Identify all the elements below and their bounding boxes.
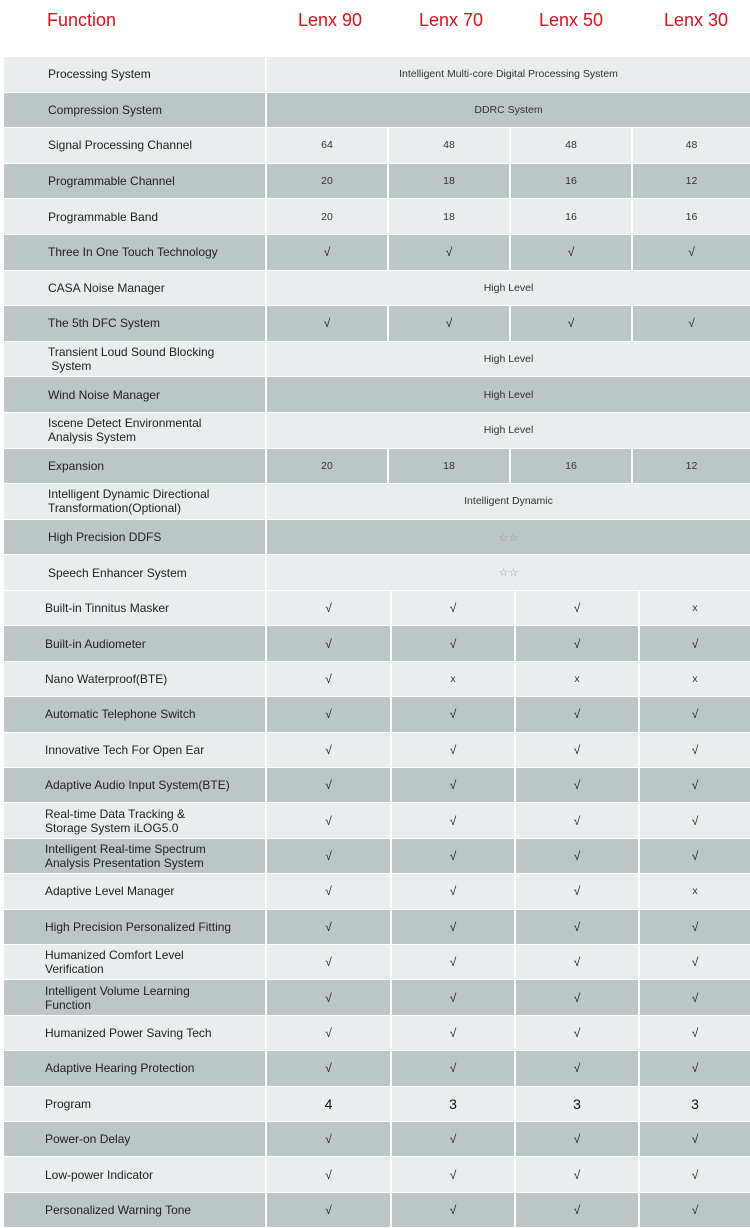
value-cell: 3 (638, 1087, 750, 1121)
check-mark: √ (638, 803, 750, 837)
check-mark: √ (638, 1016, 750, 1050)
check-mark: √ (514, 733, 638, 767)
spanning-value: High Level (265, 413, 750, 448)
row-label: High Precision Personalized Fitting (45, 919, 232, 934)
check-mark: √ (390, 697, 514, 731)
check-mark: √ (638, 733, 750, 767)
table-row (4, 839, 750, 873)
table-row (4, 626, 750, 660)
check-mark: √ (265, 910, 390, 944)
check-mark: √ (265, 662, 390, 696)
value-cell: 16 (509, 449, 631, 484)
check-mark: √ (265, 768, 390, 802)
row-label: High Precision DDFS (48, 530, 162, 545)
check-mark: √ (265, 1193, 390, 1227)
row-label: CASA Noise Manager (48, 280, 165, 295)
row-label: Automatic Telephone Switch (45, 707, 196, 722)
cross-mark: x (390, 662, 514, 696)
check-mark: √ (514, 839, 638, 873)
check-mark: √ (390, 1193, 514, 1227)
check-mark: √ (514, 874, 638, 908)
check-mark: √ (638, 839, 750, 873)
table-row (4, 520, 750, 555)
check-mark: √ (265, 626, 390, 660)
rating-stars: ☆☆ (265, 555, 750, 590)
row-label: Humanized Power Saving Tech (45, 1025, 212, 1040)
check-mark: √ (265, 235, 387, 270)
value-cell: 12 (631, 449, 750, 484)
check-mark: √ (638, 1051, 750, 1085)
check-mark: √ (390, 945, 514, 979)
cross-mark: x (638, 874, 750, 908)
value-cell: 16 (509, 199, 631, 234)
check-mark: √ (390, 626, 514, 660)
check-mark: √ (265, 874, 390, 908)
table-row (4, 1087, 750, 1121)
value-cell: 3 (514, 1087, 638, 1121)
check-mark: √ (387, 235, 509, 270)
header-lenx-70: Lenx 70 (419, 10, 484, 30)
table-row (4, 1193, 750, 1227)
row-label: Innovative Tech For Open Ear (45, 742, 205, 757)
value-cell: 3 (390, 1087, 514, 1121)
cross-mark: x (514, 662, 638, 696)
check-mark: √ (638, 1157, 750, 1191)
table-row (4, 199, 750, 234)
check-mark: √ (638, 697, 750, 731)
check-mark: √ (514, 626, 638, 660)
table-row (4, 449, 750, 484)
check-mark: √ (390, 839, 514, 873)
row-label: Three In One Touch Technology (48, 245, 218, 260)
row-label: Expansion (48, 458, 105, 473)
check-mark: √ (387, 306, 509, 341)
row-label: Programmable Band (48, 209, 159, 224)
spanning-value: High Level (265, 271, 750, 306)
check-mark: √ (514, 803, 638, 837)
check-mark: √ (265, 980, 390, 1014)
rating-stars: ☆☆ (265, 520, 750, 555)
table-row (4, 164, 750, 199)
row-label: Built-in Audiometer (45, 636, 146, 651)
row-label: Adaptive Level Manager (45, 884, 175, 899)
value-cell: 4 (265, 1087, 390, 1121)
row-label: Compression System (48, 102, 163, 117)
row-label: Intelligent Volume Learning Function (45, 983, 190, 1012)
row-label: The 5th DFC System (48, 316, 161, 331)
check-mark: √ (265, 839, 390, 873)
check-mark: √ (514, 768, 638, 802)
row-label: Built-in Tinnitus Masker (45, 601, 170, 616)
row-label: Wind Noise Manager (48, 387, 161, 402)
value-cell: 18 (387, 449, 509, 484)
check-mark: √ (509, 235, 631, 270)
row-label: Real-time Data Tracking & Storage System iLOG5.0 (45, 806, 186, 835)
row-label: Humanized Comfort Level Verification (45, 948, 184, 977)
check-mark: √ (265, 1051, 390, 1085)
check-mark: √ (265, 1122, 390, 1156)
table-row (4, 591, 750, 625)
value-cell: 16 (631, 199, 750, 234)
check-mark: √ (514, 980, 638, 1014)
check-mark: √ (514, 945, 638, 979)
table-row (4, 57, 750, 92)
check-mark: √ (265, 1016, 390, 1050)
check-mark: √ (514, 910, 638, 944)
table-row (4, 1051, 750, 1085)
row-label: Personalized Warning Tone (45, 1202, 192, 1217)
check-mark: √ (390, 768, 514, 802)
table-row (4, 342, 750, 377)
header-lenx-50: Lenx 50 (539, 10, 604, 30)
check-mark: √ (514, 1193, 638, 1227)
spanning-value: Intelligent Multi-core Digital Processing System (265, 57, 750, 92)
header-function: Function (47, 10, 117, 30)
check-mark: √ (514, 591, 638, 625)
row-label: Programmable Channel (48, 174, 175, 189)
row-label: Iscene Detect Environmental Analysis System (48, 416, 202, 445)
row-label: Program (45, 1096, 92, 1111)
check-mark: √ (390, 910, 514, 944)
check-mark: √ (390, 803, 514, 837)
check-mark: √ (265, 306, 387, 341)
value-cell: 64 (265, 128, 387, 163)
check-mark: √ (265, 591, 390, 625)
spanning-value: Intelligent Dynamic (265, 484, 750, 519)
header-lenx-30: Lenx 30 (664, 10, 729, 30)
value-cell: 20 (265, 164, 387, 199)
check-mark: √ (390, 980, 514, 1014)
value-cell: 48 (509, 128, 631, 163)
spanning-value: High Level (265, 342, 750, 377)
table-row (4, 555, 750, 590)
table-row (4, 874, 750, 908)
check-mark: √ (390, 733, 514, 767)
row-label: Intelligent Dynamic Directional Transformation(Optional) (48, 487, 210, 516)
check-mark: √ (390, 591, 514, 625)
row-label: Low-power Indicator (45, 1167, 154, 1182)
value-cell: 12 (631, 164, 750, 199)
table-row (4, 768, 750, 802)
table-row (4, 803, 750, 837)
header-lenx-90: Lenx 90 (298, 10, 363, 30)
table-row (4, 697, 750, 731)
row-label: Power-on Delay (45, 1132, 131, 1147)
spanning-value: DDRC System (265, 93, 750, 128)
check-mark: √ (631, 306, 750, 341)
row-label: Nano Waterproof(BTE) (45, 671, 168, 686)
value-cell: 48 (387, 128, 509, 163)
table-row (4, 413, 750, 448)
table-row (4, 306, 750, 341)
check-mark: √ (638, 1193, 750, 1227)
value-cell: 48 (631, 128, 750, 163)
value-cell: 18 (387, 199, 509, 234)
table-row (4, 945, 750, 979)
cross-mark: x (638, 662, 750, 696)
check-mark: √ (390, 1122, 514, 1156)
row-label: Processing System (48, 67, 151, 82)
row-label: Transient Loud Sound Blocking System (48, 345, 215, 374)
table-row (4, 377, 750, 412)
check-mark: √ (265, 733, 390, 767)
check-mark: √ (638, 1122, 750, 1156)
table-row (4, 1016, 750, 1050)
table-row (4, 93, 750, 128)
row-label: Adaptive Audio Input System(BTE) (45, 778, 230, 793)
value-cell: 18 (387, 164, 509, 199)
table-row (4, 733, 750, 767)
check-mark: √ (638, 945, 750, 979)
table-row (4, 235, 750, 270)
check-mark: √ (265, 697, 390, 731)
check-mark: √ (390, 1051, 514, 1085)
table-row (4, 271, 750, 306)
check-mark: √ (390, 1157, 514, 1191)
value-cell: 20 (265, 199, 387, 234)
table-row (4, 1122, 750, 1156)
check-mark: √ (509, 306, 631, 341)
check-mark: √ (265, 1157, 390, 1191)
table-row (4, 484, 750, 519)
check-mark: √ (514, 1157, 638, 1191)
check-mark: √ (514, 1051, 638, 1085)
check-mark: √ (390, 1016, 514, 1050)
check-mark: √ (265, 803, 390, 837)
value-cell: 16 (509, 164, 631, 199)
check-mark: √ (514, 1122, 638, 1156)
table-row (4, 980, 750, 1014)
check-mark: √ (514, 1016, 638, 1050)
cross-mark: x (638, 591, 750, 625)
check-mark: √ (265, 945, 390, 979)
check-mark: √ (638, 980, 750, 1014)
spanning-value: High Level (265, 377, 750, 412)
row-label: Speech Enhancer System (48, 565, 187, 580)
check-mark: √ (638, 626, 750, 660)
value-cell: 20 (265, 449, 387, 484)
table-row (4, 1157, 750, 1191)
table-row (4, 662, 750, 696)
check-mark: √ (638, 768, 750, 802)
table-row (4, 128, 750, 163)
table-row (4, 910, 750, 944)
check-mark: √ (390, 874, 514, 908)
check-mark: √ (514, 697, 638, 731)
check-mark: √ (638, 910, 750, 944)
check-mark: √ (631, 235, 750, 270)
row-label: Adaptive Hearing Protection (45, 1061, 195, 1076)
row-label: Signal Processing Channel (48, 138, 193, 153)
row-label: Intelligent Real-time Spectrum Analysis Presentation System (45, 841, 206, 870)
